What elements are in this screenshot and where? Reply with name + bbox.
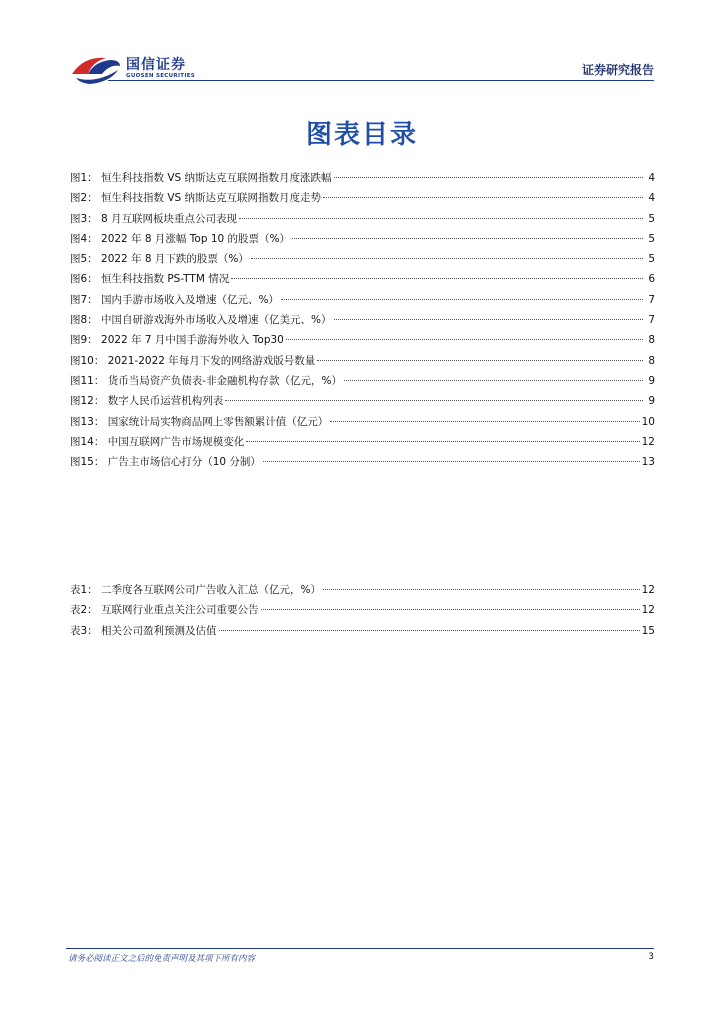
toc-entry-page: 7: [648, 314, 655, 327]
dot-leader: [231, 278, 643, 279]
toc-entry-label: 图14： 中国互联网广告市场规模变化: [70, 435, 245, 448]
footer-divider: [66, 948, 654, 949]
figure-toc-entry[interactable]: [70, 312, 655, 332]
figure-toc-entry[interactable]: [70, 251, 655, 271]
dot-leader: [323, 197, 643, 198]
dot-leader: [219, 630, 640, 631]
dot-leader: [317, 360, 643, 361]
toc-entry-label: 图15： 广告主市场信心打分（10 分制）: [70, 456, 261, 469]
toc-entry-label: 图3： 8 月互联网板块重点公司表现: [70, 212, 238, 225]
table-toc-entry[interactable]: [70, 602, 655, 622]
figure-toc-entry[interactable]: [70, 190, 655, 210]
toc-entry-page: 12: [641, 604, 655, 617]
dot-leader: [330, 421, 639, 422]
toc-entry-page: 5: [648, 232, 655, 245]
toc-entry-label: 图11： 货币当局资产负债表-非金融机构存款（亿元，%）: [70, 374, 342, 387]
toc-entry-page: 6: [648, 273, 655, 286]
logo-text-cn: 国信证券: [126, 57, 186, 73]
dot-leader: [225, 400, 643, 401]
dot-leader: [292, 238, 643, 239]
toc-entry-page: 12: [641, 584, 655, 596]
figure-toc-entry[interactable]: [70, 170, 655, 190]
toc-entry-page: 13: [641, 456, 655, 469]
figure-list: [70, 170, 655, 474]
dot-leader: [286, 339, 643, 340]
table-toc-entry[interactable]: [70, 582, 655, 602]
toc-entry-page: 9: [648, 374, 655, 387]
figure-toc-entry[interactable]: [70, 332, 655, 352]
toc-entry-label: 图9： 2022 年 7 月中国手游海外收入 Top30: [70, 334, 284, 347]
dot-leader: [344, 380, 643, 381]
toc-entry-label: 表3： 相关公司盈利预测及估值: [70, 624, 217, 637]
toc-entry-label: 表2： 互联网行业重点关注公司重要公告: [70, 604, 259, 617]
dot-leader: [281, 299, 643, 300]
toc-entry-label: 图6： 恒生科技指数 PS-TTM 情况: [70, 273, 230, 286]
toc-entry-label: 图2： 恒生科技指数 VS 纳斯达克互联网指数月度走势: [70, 192, 322, 205]
figure-toc-entry[interactable]: [70, 373, 655, 393]
toc-entry-page: 10: [641, 415, 655, 428]
toc-entry-page: 8: [648, 354, 655, 367]
table-toc-entry[interactable]: [70, 623, 655, 643]
toc-entry-label: 图5： 2022 年 8 月下跌的股票（%）: [70, 253, 249, 266]
toc-entry-page: 5: [648, 253, 655, 266]
toc-entry-page: 4: [648, 172, 655, 184]
footer-disclaimer: 请务必阅读正文之后的免责声明及其项下所有内容: [68, 954, 256, 964]
figure-toc-entry[interactable]: [70, 211, 655, 231]
report-type-label: 证券研究报告: [581, 63, 654, 77]
toc-entry-page: 5: [648, 212, 655, 225]
toc-entry-page: 7: [648, 293, 655, 306]
dot-leader: [334, 177, 643, 178]
dot-leader: [323, 589, 640, 590]
toc-entry-label: 图13： 国家统计局实物商品网上零售额累计值（亿元）: [70, 415, 329, 428]
figure-toc-entry[interactable]: [70, 271, 655, 291]
logo-text-en: GUOSEN SECURITIES: [126, 73, 196, 79]
figure-toc-entry[interactable]: [70, 434, 655, 454]
toc-entry-page: 4: [648, 192, 655, 205]
figure-toc-entry[interactable]: [70, 454, 655, 474]
toc-entry-label: 图1： 恒生科技指数 VS 纳斯达克互联网指数月度涨跌幅: [70, 172, 332, 184]
table-list: [70, 582, 655, 643]
toc-entry-label: 表1： 二季度各互联网公司广告收入汇总（亿元，%）: [70, 584, 321, 596]
dot-leader: [263, 461, 640, 462]
figure-toc-entry[interactable]: [70, 231, 655, 251]
dot-leader: [251, 258, 643, 259]
page-number: 3: [648, 952, 654, 962]
figure-toc-entry[interactable]: [70, 414, 655, 434]
toc-entry-label: 图10： 2021-2022 年每月下发的网络游戏版号数量: [70, 354, 316, 367]
toc-entry-label: 图7： 国内手游市场收入及增速（亿元、%）: [70, 293, 279, 306]
header-divider: [108, 80, 654, 81]
figure-toc-entry[interactable]: [70, 292, 655, 312]
toc-entry-page: 9: [648, 395, 655, 408]
figure-toc-entry[interactable]: [70, 353, 655, 373]
toc-entry-page: 12: [641, 435, 655, 448]
dot-leader: [246, 441, 639, 442]
toc-entry-label: 图12： 数字人民币运营机构列表: [70, 395, 224, 408]
dot-leader: [239, 218, 643, 219]
toc-entry-label: 图4： 2022 年 8 月涨幅 Top 10 的股票（%）: [70, 232, 291, 245]
page-title: 图表目录: [305, 120, 418, 150]
toc-entry-page: 8: [648, 334, 655, 347]
figure-toc-entry[interactable]: [70, 393, 655, 413]
dot-leader: [261, 609, 640, 610]
dot-leader: [334, 319, 644, 320]
toc-entry-page: 15: [641, 624, 655, 637]
toc-entry-label: 图8： 中国自研游戏海外市场收入及增速（亿美元、%）: [70, 314, 332, 327]
